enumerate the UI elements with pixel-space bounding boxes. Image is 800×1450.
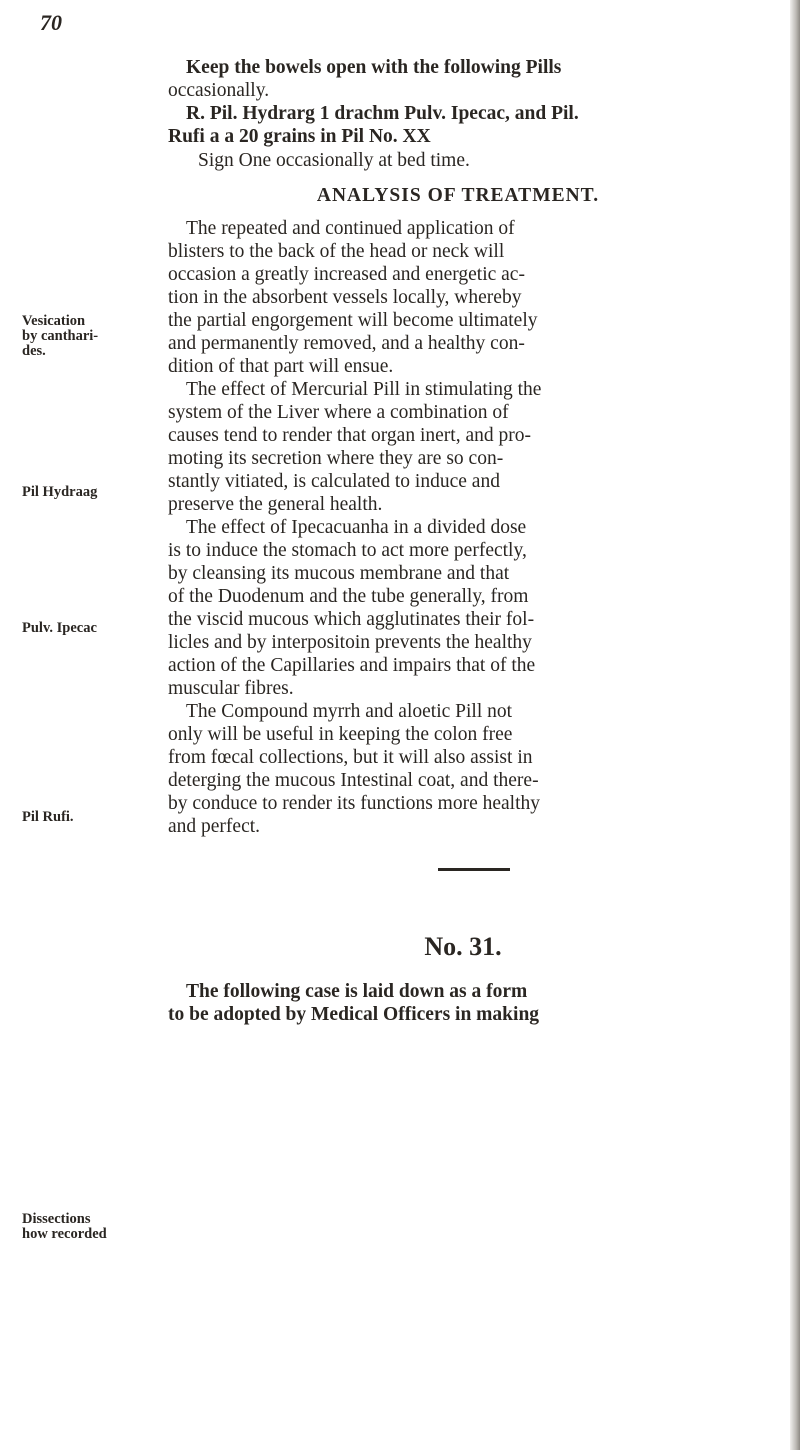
page-edge bbox=[790, 0, 800, 1450]
text-line: causes tend to render that organ inert, and pro- bbox=[168, 425, 531, 446]
text-line: licles and by interpositoin prevents the healthy bbox=[168, 632, 532, 653]
text-line: The Compound myrrh and aloetic Pill not bbox=[186, 701, 513, 722]
text-line: occasion a greatly increased and energetic ac- bbox=[168, 264, 525, 285]
margin-note-line: Pulv. Ipecac bbox=[22, 620, 97, 636]
text-line: muscular fibres. bbox=[168, 678, 294, 699]
text-line: dition of that part will ensue. bbox=[168, 356, 394, 377]
margin-note-line: des. bbox=[22, 343, 46, 359]
margin-note-line: Dissections bbox=[22, 1211, 91, 1227]
margin-note-dissections bbox=[22, 1212, 162, 1242]
margin-note-line: by canthari- bbox=[22, 328, 99, 344]
margin-note-line: how recorded bbox=[22, 1226, 107, 1242]
text-line: action of the Capillaries and impairs that of the bbox=[168, 655, 536, 676]
margin-note-line: Vesication bbox=[22, 313, 86, 329]
text-line: moting its secretion where they are so con- bbox=[168, 448, 504, 469]
text-line: of the Duodenum and the tube generally, from bbox=[168, 586, 529, 607]
text-line: The effect of Mercurial Pill in stimulating the bbox=[186, 379, 542, 400]
text-line: the viscid mucous which agglutinates their fol- bbox=[168, 609, 535, 630]
text-line: the partial engorgement will become ultimately bbox=[168, 310, 538, 331]
page-number: 70 bbox=[40, 10, 62, 35]
text-line: preserve the general health. bbox=[168, 494, 383, 515]
paragraph-mercurial bbox=[168, 378, 788, 516]
prescription-line: R. Pil. Hydrarg 1 drachm Pulv. Ipecac, and Pil. bbox=[186, 103, 579, 124]
paragraph-blisters bbox=[168, 217, 788, 378]
text-line: tion in the absorbent vessels locally, whereby bbox=[168, 287, 522, 308]
text-line: stantly vitiated, is calculated to induce and bbox=[168, 471, 500, 492]
prescription-line: Rufi a a 20 grains in Pil No. XX bbox=[168, 126, 431, 147]
text-line: only will be useful in keeping the colon free bbox=[168, 724, 513, 745]
section-divider bbox=[438, 868, 510, 871]
margin-note-line: Pil Rufi. bbox=[22, 809, 74, 825]
margin-note-pil-hydraag bbox=[22, 485, 162, 500]
text-line: to be adopted by Medical Officers in making bbox=[168, 1004, 540, 1025]
text-line: by conduce to render its functions more healthy bbox=[168, 793, 541, 814]
text-line: blisters to the back of the head or neck will bbox=[168, 241, 505, 262]
margin-note-line: Pil Hydraag bbox=[22, 484, 98, 500]
text-line: from fœcal collections, but it will also assist in bbox=[168, 747, 533, 768]
signature-line: Sign One occasionally at bed time. bbox=[198, 150, 470, 171]
margin-note-pulv-ipecac bbox=[22, 621, 162, 636]
intro-block bbox=[168, 56, 788, 172]
text-line: and perfect. bbox=[168, 816, 261, 837]
margin-note-pil-rufi bbox=[22, 810, 162, 825]
text-line: deterging the mucous Intestinal coat, and there- bbox=[168, 770, 539, 791]
text-line: and permanently removed, and a healthy con- bbox=[168, 333, 525, 354]
section-heading: ANALYSIS OF TREATMENT. bbox=[316, 185, 600, 206]
paragraph-ipecacuanha bbox=[168, 516, 788, 700]
case-number: No. 31. bbox=[424, 932, 502, 961]
intro-line: occasionally. bbox=[168, 80, 270, 101]
main-text bbox=[168, 56, 788, 1026]
text-line: The repeated and continued application of bbox=[186, 218, 515, 239]
text-line: The following case is laid down as a form bbox=[186, 981, 528, 1002]
text-line: The effect of Ipecacuanha in a divided dose bbox=[186, 517, 527, 538]
text-line: is to induce the stomach to act more perfectly, bbox=[168, 540, 527, 561]
text-line: by cleansing its mucous membrane and that bbox=[168, 563, 510, 584]
intro-line: Keep the bowels open with the following Pills bbox=[186, 57, 562, 78]
text-line: system of the Liver where a combination of bbox=[168, 402, 509, 423]
margin-note-vesication bbox=[22, 314, 162, 359]
paragraph-myrrh-aloetic bbox=[168, 700, 788, 838]
paragraph-case bbox=[168, 980, 788, 1026]
